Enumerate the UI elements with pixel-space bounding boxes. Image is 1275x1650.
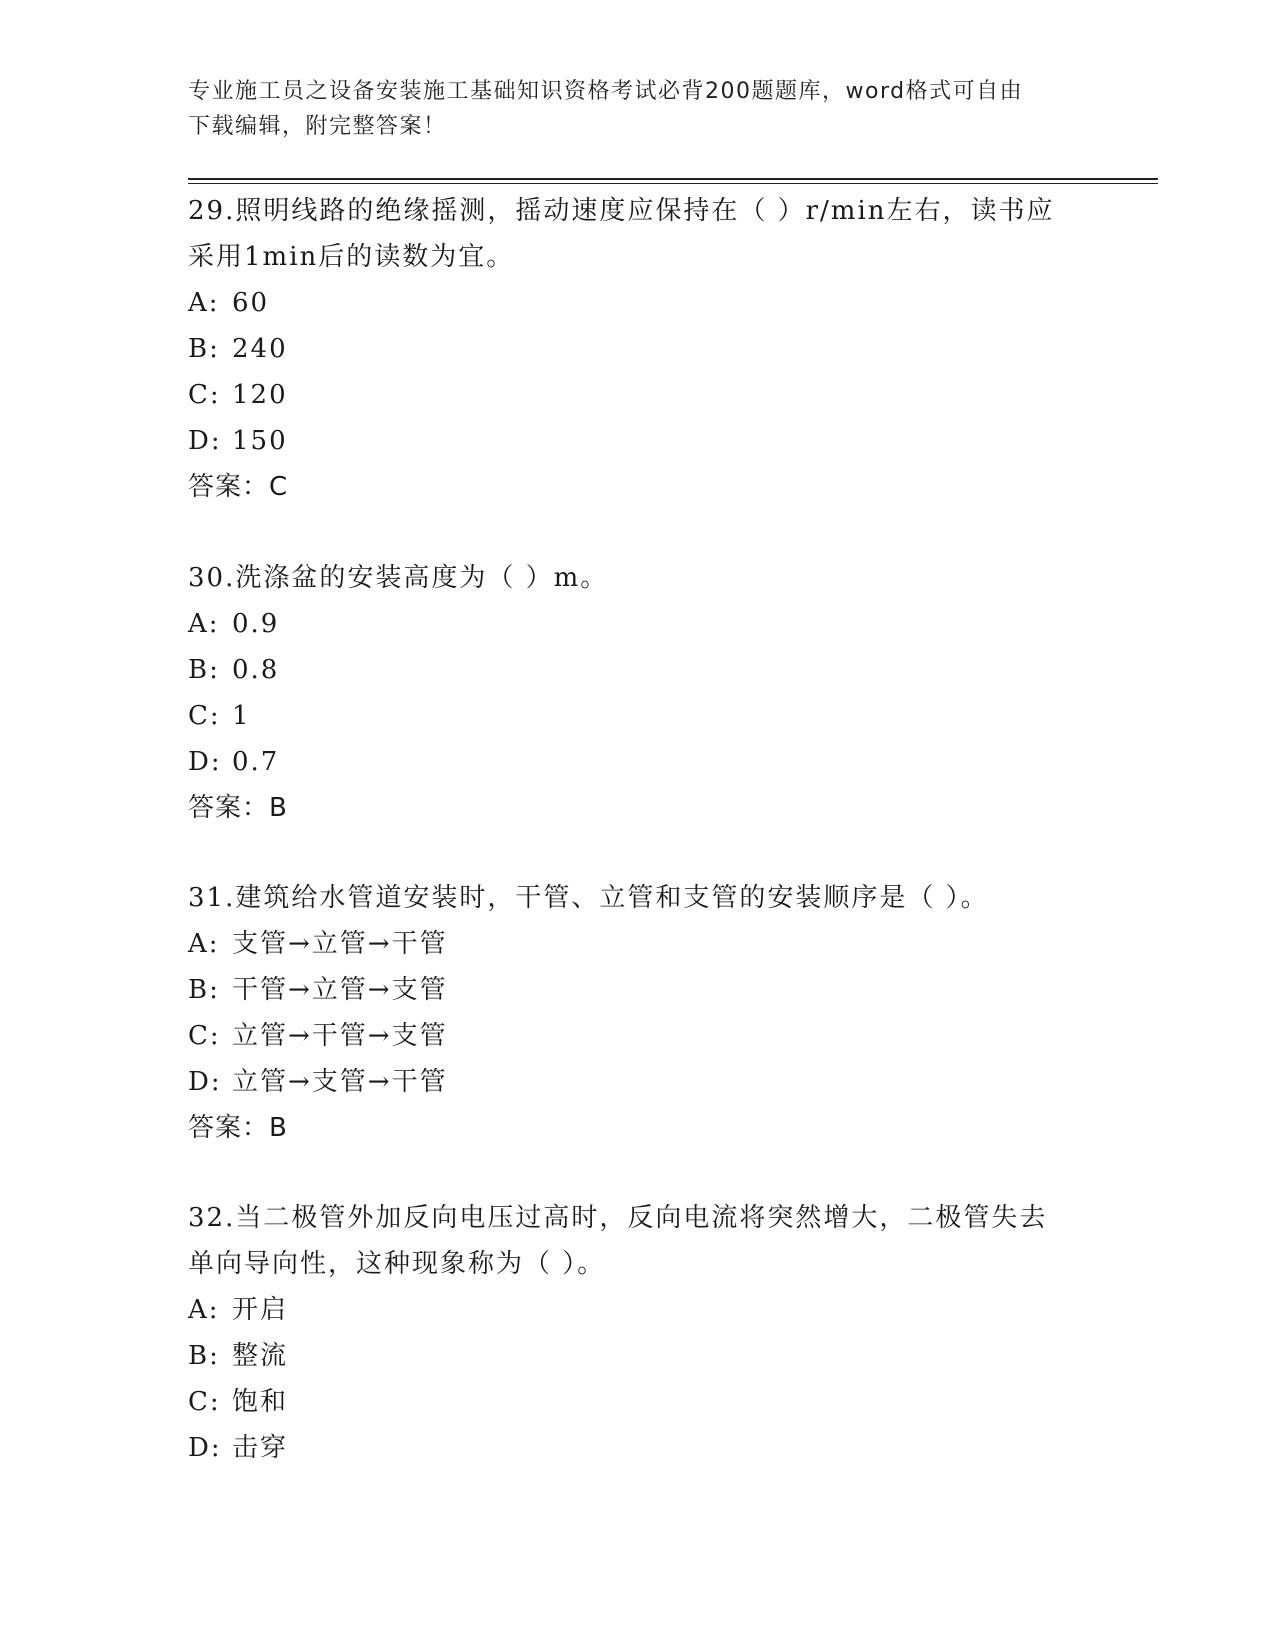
- answer-line: 答案：B: [188, 1113, 288, 1143]
- option-letter: C:: [188, 1387, 221, 1417]
- answer-line: 答案：C: [188, 472, 289, 502]
- option-d: [188, 1425, 1088, 1471]
- option-text: 立管→支管→干管: [232, 1067, 448, 1097]
- option-text: 立管→干管→支管: [232, 1021, 448, 1051]
- header-divider-thick: [188, 178, 1158, 180]
- option-text: 0.9: [232, 609, 280, 639]
- option-text: 0.7: [232, 747, 280, 777]
- option-letter: B:: [188, 1341, 220, 1371]
- option-text: 1: [232, 701, 251, 731]
- option-a: [188, 1287, 1088, 1333]
- option-d: [188, 739, 1088, 785]
- option-c: [188, 693, 1088, 739]
- question-29: [188, 188, 1088, 510]
- option-letter: B:: [188, 655, 220, 685]
- option-text: 整流: [232, 1341, 289, 1371]
- header-line-1: 专业施工员之设备安装施工基础知识资格考试必背200题题库，word格式可自由: [188, 79, 1024, 104]
- question-31: [188, 875, 1088, 1151]
- option-text: 120: [232, 380, 288, 410]
- option-letter: A:: [188, 929, 220, 959]
- option-d: [188, 1059, 1088, 1105]
- option-text: 150: [232, 426, 288, 456]
- option-text: 开启: [232, 1295, 289, 1325]
- option-letter: D:: [188, 426, 222, 456]
- option-c: [188, 1013, 1088, 1059]
- option-letter: C:: [188, 1021, 221, 1051]
- question-stem: 32.当二极管外加反向电压过高时，反向电流将突然增大，二极管失去: [188, 1203, 1048, 1233]
- document-header: [188, 74, 1068, 144]
- question-stem-continued: 采用1min后的读数为宜。: [188, 242, 515, 272]
- option-letter: B:: [188, 975, 220, 1005]
- option-b: [188, 1333, 1088, 1379]
- option-text: 0.8: [232, 655, 280, 685]
- option-text: 干管→立管→支管: [232, 975, 448, 1005]
- option-text: 60: [232, 288, 270, 318]
- option-letter: B:: [188, 334, 220, 364]
- question-30: [188, 555, 1088, 831]
- option-text: 击穿: [232, 1433, 289, 1463]
- question-stem: 30.洗涤盆的安装高度为（ ）m。: [188, 563, 609, 593]
- option-letter: A:: [188, 288, 220, 318]
- option-text: 饱和: [232, 1387, 289, 1417]
- option-letter: D:: [188, 747, 222, 777]
- question-stem: 31.建筑给水管道安装时，干管、立管和支管的安装顺序是（ ）。: [188, 883, 989, 913]
- option-b: [188, 647, 1088, 693]
- option-a: [188, 921, 1088, 967]
- option-text: 240: [232, 334, 288, 364]
- header-line-2: 下载编辑，附完整答案！: [188, 114, 447, 139]
- option-letter: D:: [188, 1067, 222, 1097]
- option-letter: C:: [188, 701, 221, 731]
- option-b: [188, 967, 1088, 1013]
- option-a: [188, 601, 1088, 647]
- option-letter: C:: [188, 380, 221, 410]
- header-divider-thin: [188, 183, 1158, 184]
- question-stem: 29.照明线路的绝缘摇测，摇动速度应保持在（ ）r/min左右，读书应: [188, 196, 1055, 226]
- option-b: [188, 326, 1088, 372]
- option-letter: A:: [188, 609, 220, 639]
- option-letter: A:: [188, 1295, 220, 1325]
- option-text: 支管→立管→干管: [232, 929, 448, 959]
- question-32: [188, 1195, 1088, 1471]
- answer-line: 答案：B: [188, 793, 288, 823]
- question-stem-continued: 单向导向性，这种现象称为（ ）。: [188, 1249, 606, 1279]
- option-c: [188, 1379, 1088, 1425]
- option-a: [188, 280, 1088, 326]
- option-c: [188, 372, 1088, 418]
- option-d: [188, 418, 1088, 464]
- option-letter: D:: [188, 1433, 222, 1463]
